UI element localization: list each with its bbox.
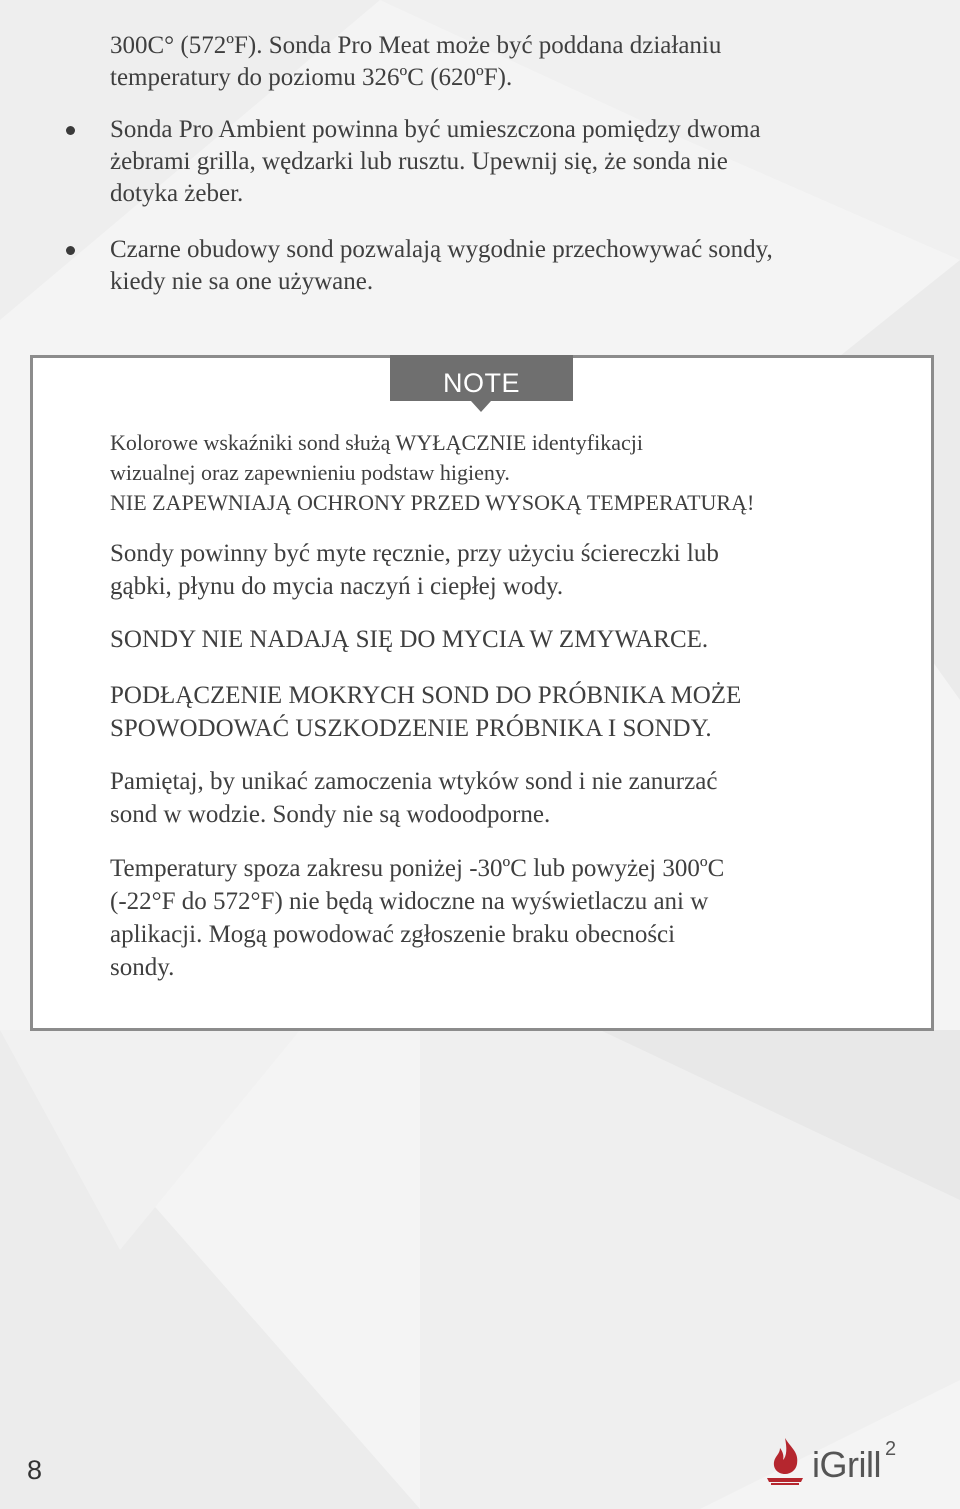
note-line: NIE ZAPEWNIAJĄ OCHRONY PRZED WYSOKĄ TEMPERATURĄ!	[110, 490, 755, 515]
note-line: aplikacji. Mogą powodować zgłoszenie braku obecności	[110, 921, 676, 948]
note-line: Sondy powinny być myte ręcznie, przy użyciu ściereczki lub	[110, 540, 719, 567]
note-paragraph-washing	[110, 537, 719, 603]
note-paragraph-wet-probes	[110, 679, 741, 745]
intro-line: temperatury do poziomu 326ºC (620ºF).	[110, 64, 513, 91]
page-number: 8	[27, 1455, 43, 1485]
note-line: Kolorowe wskaźniki sond służą WYŁĄCZNIE identyfikacji	[110, 430, 643, 455]
note-label: NOTE	[442, 368, 520, 398]
note-paragraph-dishwasher	[110, 623, 708, 656]
bullet-item-housing	[110, 234, 773, 298]
bullet-line: dotyka żeber.	[110, 180, 244, 207]
note-line: gąbki, płynu do mycia naczyń i ciepłej wody.	[110, 573, 564, 600]
bullet-line: Sonda Pro Ambient powinna być umieszczona pomiędzy dwoma	[110, 116, 761, 143]
brand-name: iGrill	[812, 1444, 881, 1485]
note-line: Temperatury spoza zakresu poniżej -30ºC lub powyżej 300ºC	[110, 855, 725, 882]
note-line: (-22°F do 572°F) nie będą widoczne na wyświetlaczu ani w	[110, 888, 709, 915]
intro-line: 300C° (572ºF). Sonda Pro Meat może być poddana działaniu	[110, 32, 722, 59]
bullet-line: żebrami grilla, wędzarki lub rusztu. Upewnij się, że sonda nie	[110, 148, 728, 175]
flame-icon	[765, 1436, 809, 1486]
note-paragraph-range	[110, 852, 724, 984]
intro-paragraph	[110, 30, 721, 94]
bullet-dot	[66, 126, 75, 135]
bullet-item-ambient	[110, 114, 761, 210]
note-line: PODŁĄCZENIE MOKRYCH SOND DO PRÓBNIKA MOŻE	[110, 682, 742, 709]
note-paragraph-indicators	[110, 428, 754, 518]
bullet-dot	[66, 246, 75, 255]
brand-superscript: 2	[885, 1438, 897, 1460]
note-line: wizualnej oraz zapewnieniu podstaw higieny.	[110, 460, 510, 485]
note-line: sond w wodzie. Sondy nie są wodoodporne.	[110, 801, 551, 828]
note-line: SPOWODOWAĆ USZKODZENIE PRÓBNIKA I SONDY.	[110, 715, 712, 742]
bullet-line: kiedy nie sa one używane.	[110, 268, 374, 295]
note-paragraph-waterproof	[110, 765, 717, 831]
note-line: sondy.	[110, 954, 175, 981]
note-line: Pamiętaj, by unikać zamoczenia wtyków sond i nie zanurzać	[110, 768, 718, 795]
bullet-line: Czarne obudowy sond pozwalają wygodnie przechowywać sondy,	[110, 236, 773, 263]
note-line: SONDY NIE NADAJĄ SIĘ DO MYCIA W ZMYWARCE.	[110, 626, 709, 653]
